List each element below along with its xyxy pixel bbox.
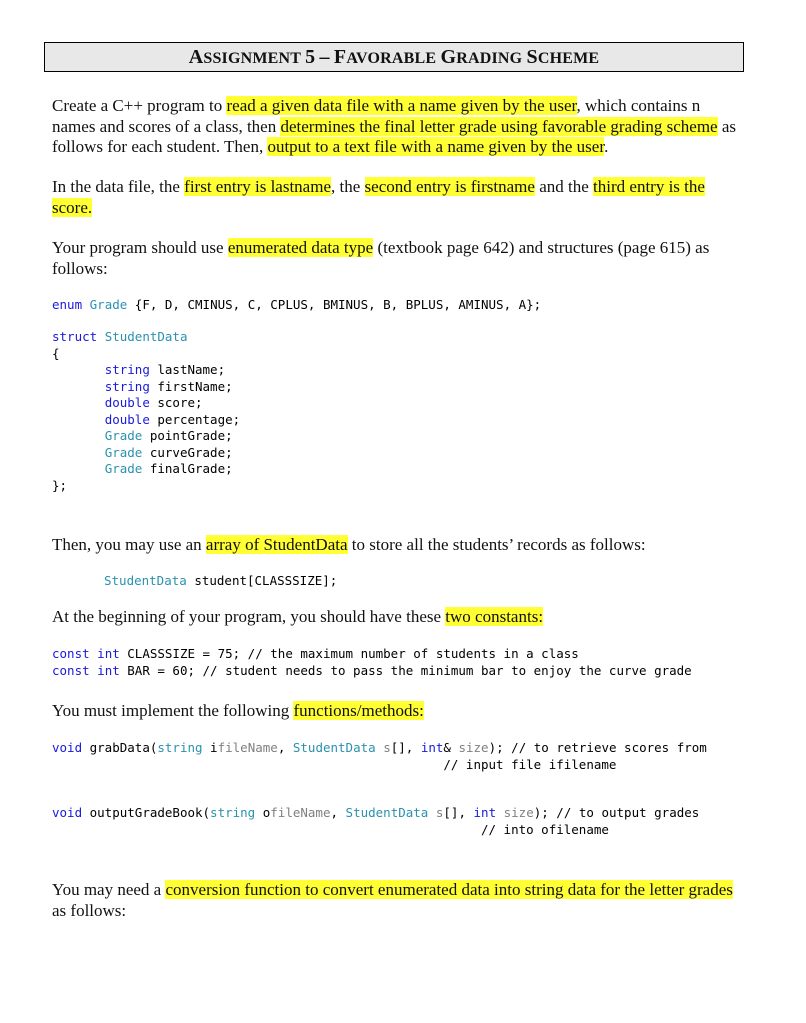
keyword: void: [52, 805, 83, 820]
highlight: second entry is firstname: [364, 177, 535, 196]
field-type: Grade: [104, 444, 143, 460]
keyword: int: [420, 740, 444, 755]
keyword: struct: [52, 329, 98, 344]
title-text: G: [440, 46, 457, 68]
field-type: Grade: [104, 461, 143, 476]
title-text: S: [526, 46, 538, 68]
constants-paragraph: [52, 607, 742, 628]
highlight: conversion function to convert enumerated data into string data for the letter grades: [165, 880, 733, 899]
type-name: Grade: [89, 297, 128, 312]
field-name: score;: [149, 395, 203, 410]
text: , the: [331, 177, 365, 196]
keyword: const: [52, 662, 90, 678]
field-type: Grade: [104, 428, 143, 443]
keyword: int: [97, 662, 120, 678]
code-text: ); // to output grades: [533, 805, 700, 820]
param-name: fileName: [270, 805, 331, 820]
constants-code: [52, 646, 692, 679]
title-text: 5: [305, 46, 316, 68]
text: In the data file, the: [52, 177, 185, 196]
param-name: s: [428, 805, 444, 820]
field-type: string: [104, 362, 150, 377]
title-text: RADING: [456, 50, 523, 67]
enum-paragraph: [52, 238, 742, 279]
title-text: F: [333, 46, 347, 68]
outputgradebook-code: [52, 805, 699, 838]
text: Create a C++ program to: [52, 96, 227, 115]
conversion-paragraph: [52, 880, 742, 921]
text: as follows for each student. Then,: [52, 116, 737, 156]
grabdata-code: [52, 740, 707, 773]
code-text: [],: [443, 805, 474, 820]
type-name: StudentData: [104, 573, 187, 588]
field-type: double: [104, 411, 150, 427]
code-text: BAR = 60; // student needs to pass the minimum bar to enjoy the curve grade: [119, 662, 692, 678]
title-text: AVORABLE: [346, 50, 437, 67]
code-text: grabData(: [82, 740, 158, 755]
field-name: percentage;: [149, 411, 241, 427]
type-name: string: [210, 805, 256, 820]
code-text: student[CLASSSIZE];: [186, 573, 338, 588]
code-text: {F, D, CMINUS, C, CPLUS, BMINUS, B, BPLUS, AMINUS, A};: [127, 297, 542, 312]
type-name: StudentData: [104, 329, 188, 344]
title-text: –: [319, 46, 330, 68]
code-text: CLASSSIZE = 75; // the maximum number of students in a class: [119, 646, 579, 661]
title-text: SSIGNMENT: [203, 50, 301, 67]
struct-code: [52, 329, 240, 494]
field-type: string: [104, 378, 150, 394]
code-comment: // into ofilename: [480, 821, 609, 837]
code-text: ); // to retrieve scores from: [488, 740, 707, 755]
keyword: int: [97, 646, 120, 661]
highlight: functions/methods:: [293, 701, 424, 720]
title-text: A: [188, 46, 204, 68]
text: Your program should use: [52, 238, 228, 257]
assignment-title: [44, 42, 744, 72]
functions-paragraph: [52, 701, 742, 722]
code-text: };: [52, 477, 68, 493]
highlight: two constants:: [445, 607, 544, 626]
array-paragraph: [52, 535, 742, 556]
text: , which contains n names and scores of a class, then: [52, 96, 701, 136]
code-comment: // input file ifilename: [443, 756, 617, 772]
title-text: CHEME: [537, 50, 600, 67]
param-name: size: [496, 805, 534, 820]
highlight: read a given data file with a name given by the user: [226, 96, 577, 115]
text: to store all the students’ records as follows:: [347, 535, 646, 554]
keyword: enum: [52, 297, 83, 312]
type-name: StudentData: [292, 740, 376, 755]
text: You must implement the following: [52, 701, 294, 720]
text: .: [604, 137, 609, 156]
param-name: s: [375, 740, 391, 755]
type-name: string: [157, 740, 203, 755]
text: (textbook page 642) and structures (page 615) as follows:: [52, 238, 710, 278]
text: You may need a: [52, 880, 166, 899]
code-text: &: [443, 740, 459, 755]
keyword: const: [52, 646, 90, 661]
code-text: [],: [390, 740, 421, 755]
code-text: outputGradeBook(: [82, 805, 211, 820]
type-name: StudentData: [345, 805, 429, 820]
data-file-paragraph: [52, 177, 742, 218]
code-text: i: [202, 740, 218, 755]
param-name: fileName: [217, 740, 278, 755]
code-text: o: [255, 805, 271, 820]
highlight: third entry is the score.: [52, 177, 705, 217]
param-name: size: [458, 740, 489, 755]
field-type: double: [104, 395, 150, 410]
field-name: curveGrade;: [142, 444, 233, 460]
highlight: determines the final letter grade using favorable grading scheme: [280, 116, 718, 136]
keyword: int: [473, 805, 497, 820]
code-text: {: [52, 345, 60, 361]
field-name: lastName;: [149, 362, 226, 377]
text: At the beginning of your program, you should have these: [52, 607, 446, 626]
keyword: void: [52, 740, 83, 755]
highlight: enumerated data type: [227, 238, 374, 257]
intro-paragraph: [52, 96, 742, 158]
text: as follows:: [52, 900, 127, 920]
highlight: output to a text file with a name given by the user: [267, 137, 605, 156]
code-text: ,: [330, 805, 346, 820]
array-code: [104, 573, 337, 590]
highlight: first entry is lastname: [184, 177, 331, 196]
field-name: pointGrade;: [142, 428, 233, 443]
enum-code: [52, 297, 541, 314]
text: and the: [534, 177, 594, 196]
field-name: finalGrade;: [142, 461, 233, 476]
text: Then, you may use an: [52, 535, 206, 554]
highlight: array of StudentData: [205, 535, 348, 554]
field-name: firstName;: [149, 378, 233, 394]
code-text: ,: [277, 740, 293, 755]
